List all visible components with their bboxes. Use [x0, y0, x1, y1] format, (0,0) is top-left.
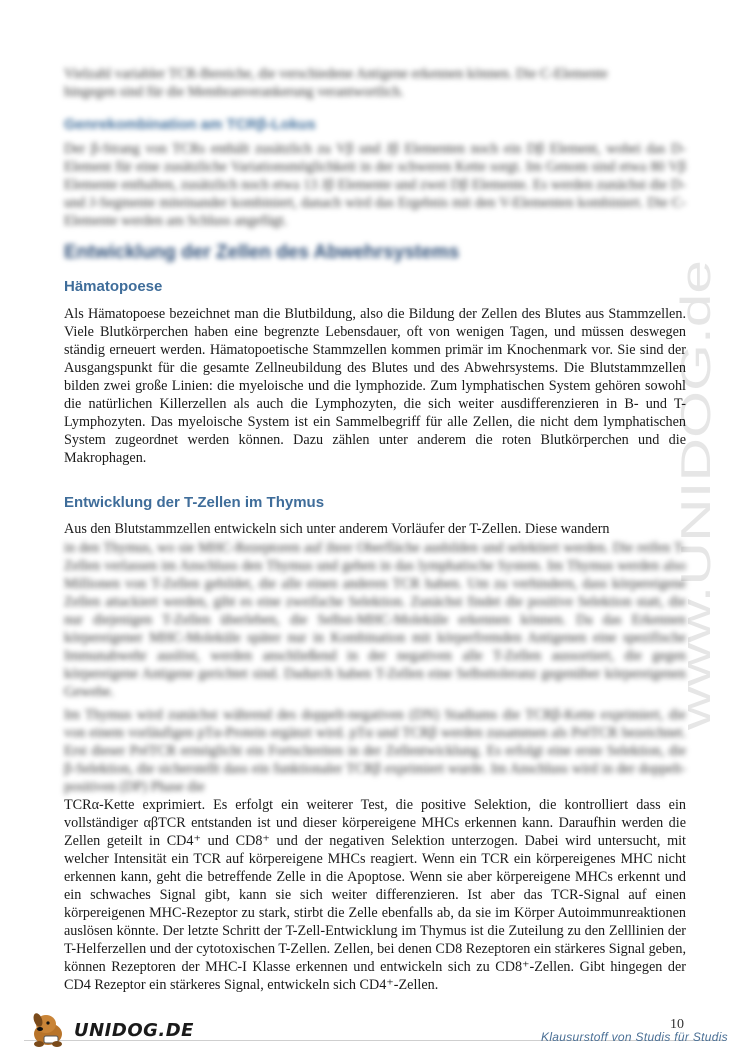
thymus-body: [64, 796, 686, 994]
logo-text: UNIDOG.DE: [74, 1020, 194, 1041]
unidog-logo: [26, 1010, 194, 1048]
section-heading: Hämatopoese: [64, 278, 163, 295]
blurred-intro: [64, 65, 686, 101]
watermark-text: www.UNIDOG.de: [672, 403, 719, 730]
section-paragraph: TCRα-Kette exprimiert. Es erfolgt ein weiterer Test, die positive Selektion, die kontrolliert dass ein vollständiger αβTCR entstanden ist und dieser körpereigene MHCs erkennen kann. Daraufhin werden die Zellen geteilt in CD4⁺ und CD8⁺ und der negativen Selektion unterzogen. Dabei wird untersucht, mit welcher Intensität ein TCR auf körpereigene MHCs reagiert. Wenn ein TCR ein körpereigenes MHC nicht erkennen kann, geht die betreffende Zelle in die Apoptose. Wenn sie aber körpereigene MHCs erkennt und ein schwaches Signal gibt, kann sie sich weiter differenzieren. Ist aber das TCR-Signal auf einen körpereigenen MHC-Rezeptor zu stark, stirbt die Zelle ebenfalls ab, da sie im Körper Autoimmunreaktionen auslösen könnte. Der letzte Schritt der T-Zell-Entwicklung im Thymus ist die Zuteilung zu den Zelllinien der T-Helferzellen und der cytotoxischen T-Zellen. Zellen, bei denen CD8 Rezeptoren ein stärkeres Signal geben, können Rezeptoren der MHC-I Klasse erkennen und entwickeln sich zu CD8⁺-Zellen. Gibt hingegen der CD4 Rezeptor ein stärkeres Signal, entwickeln sich CD4⁺-Zellen.: [64, 797, 686, 993]
thymus-blurred-2: [64, 706, 686, 796]
blurred-paragraph-text: Im Thymus wird zunächst während des doppelt-negativen (DN) Stadiums die TCRβ-Kette exprimiert, die von einem vorläufigen pTα-Protein ergänzt wird. pTα und TCRβ werden zusammen als PréTCR bezeichnet. Erst dieser PréTCR ermöglicht ein Fortschreiten in der Zellentwicklung. Es erfolgt eine erste Selektion, die β-Selektion, die sicherstellt dass ein funktionaler TCRβ exprimiert wurde. Im Anschluss wird in der doppelt-positiven (DP) Phase die: [64, 707, 686, 795]
blurred-line: Vielzahl variabler TCR-Bereiche, die verschiedene Antigene erkennen können. Die C-Elemente: [64, 66, 608, 82]
thymus-blurred-1: [64, 539, 686, 701]
page-number: 10: [670, 1017, 684, 1032]
blurred-chapter-title: [64, 242, 686, 264]
section-thymus: [64, 494, 686, 511]
blurred-paragraph-text: in den Thymus, wo sie MHC-Rezeptoren auf ihrer Oberfläche ausbilden und selektiert werden. Die reifen T-Zellen verlassen im Anschluss den Thymus und gehen in das lymphatische System. Im Thymus werden also Millionen von T-Zellen gebildet, die alle einen anderen TCR haben. Um zu verhindern, dass körpereigene Zellen attackiert werden, gibt es eine zweifache Selektion. Zunächst findet die positive Selektion statt, die nur diejenigen T-Zellen überleben, die Selbst-MHC-Moleküle erkennen können. Da das Erkennen körpereigener MHC-Moleküle später nur in Kombination mit körperfremden Antigenen eine spezifische Immunabwehr auslöst, werden anschließend in der negativen alle T-Zellen aussortiert, die gegen körpereigene Antigene gerichtet sind. Dadurch haben T-Zellen eine Selbsttoleranz gegenüber körpereigenen Gewebe.: [64, 540, 686, 700]
thymus-first-line-text: Aus den Blutstammzellen entwickeln sich unter anderem Vorläufer der T-Zellen. Diese wandern: [64, 521, 610, 537]
thymus-first-line: [64, 520, 686, 537]
section-haematopoese: [64, 278, 686, 295]
section-paragraph: Als Hämatopoese bezeichnet man die Blutbildung, also die Bildung der Zellen des Blutes aus Stammzellen. Viele Blutkörperchen haben eine begrenzte Lebensdauer, oft von wenigen Tagen, und müssen deswegen ständig erneuert werden. Hämatopoetische Stammzellen kommen primär im Knochenmark vor. Sie sind der Ausgangspunkt für die gesamte Zellneubildung des Blutes und des Abwehrsystems. Die Blutstammzellen bilden zwei große Linien: die myeloische und die lymphozide. Zum lymphatischen System gehören sowohl die natürlichen Killerzellen als auch die Lymphozyten, die sich weiter ausdifferenzieren in B- und T-Lymphozyten. Das myeloische System ist ein Sammelbegriff für alle Zellen, die nicht dem lymphatischen System zugeordnet werden können. Dazu zählen unter anderem die roten Blutkörperchen und die Makrophagen.: [64, 306, 686, 466]
blurred-heading: Genrekombination am TCRβ-Lokus: [64, 116, 316, 133]
section-haematopoese-body: [64, 305, 686, 467]
dog-icon: [26, 1010, 70, 1048]
blurred-line: hingegen sind für die Membranverankerung verantwortlich.: [64, 84, 404, 100]
blurred-paragraph-text: Der β-Strang von TCRs enthält zusätzlich zu Vβ und Jβ Elementen noch ein Dβ Element, wobei das D-Element für eine zusätzliche Variationsmöglichkeit in der schweren Kette sorgt. Im Genom sind etwa 80 Vβ Elemente enthalten, zusätzlich noch etwa 13 Jβ Elemente und zwei Dβ Elemente. Es werden zunächst die D- und J-Segmente miteinander kombiniert, danach wird das Ergebnis mit den V-Elementen kombiniert. Die C-Elemente werden am Schluss angefügt.: [64, 141, 686, 229]
blurred-paragraph: [64, 140, 686, 230]
chapter-title: Entwicklung der Zellen des Abwehrsystems: [64, 242, 460, 263]
section-heading: Entwicklung der T-Zellen im Thymus: [64, 494, 325, 511]
footer-tagline: Klausurstoff von Studis für Studis: [541, 1030, 728, 1044]
watermark: [672, 260, 740, 730]
blurred-subheading: [64, 116, 686, 133]
